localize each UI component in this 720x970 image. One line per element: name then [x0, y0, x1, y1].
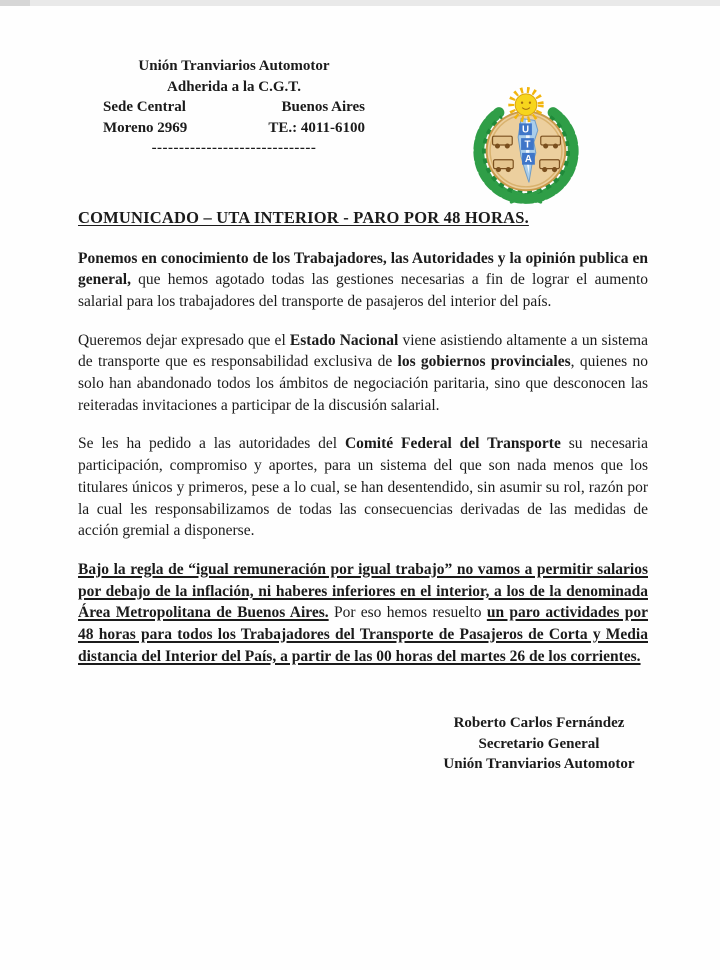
signer-org: Unión Tranviarios Automotor	[443, 756, 635, 773]
text-run: viene asistiendo altamente a un sistema de transporte que es responsabilidad exclusiva de	[78, 331, 648, 371]
uta-logo	[462, 86, 590, 206]
logo-letter-u: U	[521, 124, 530, 136]
signer-role: Secretario General	[478, 735, 600, 752]
document-title: COMUNICADO – UTA INTERIOR - PARO POR 48 HORAS.	[78, 207, 529, 227]
text-run: Se les ha pedido a las autoridades del	[78, 435, 345, 453]
org-name: Unión Tranviarios Automotor	[138, 58, 330, 74]
phone-label: TE.: 4011-6100	[268, 119, 365, 136]
paragraph-1	[78, 248, 648, 313]
text-run: su necesaria participación, compromiso y aportes, para un sistema del que son nada menos que los titulares únicos y primeros, pese a lo cual, se han desentendido, sin asumir su rol, razón por la cual les responsabilizamos de todas las consecuencias derivadas de las medidas de acción gremial a disponerse.	[78, 435, 648, 540]
text-run: Ponemos en conocimiento de los Trabajadores, las Autoridades y la opinión publica en general,	[78, 249, 648, 289]
office-label: Sede Central	[103, 99, 186, 115]
divider-dashes: ------------------------------	[151, 140, 317, 156]
city-label: Buenos Aires	[281, 99, 365, 115]
text-run: Comité Federal del Transporte	[344, 435, 561, 453]
paragraph-3	[78, 433, 648, 542]
letterhead-text	[103, 56, 365, 159]
text-run: que hemos agotado todas las gestiones necesarias a fin de lograr el aumento salarial para los trabajadores del transporte de pasajeros del interior del país.	[78, 271, 648, 310]
text-run: Estado Nacional	[289, 331, 399, 349]
text-run: Queremos dejar expresado que el	[78, 331, 290, 349]
document-body	[78, 248, 648, 668]
text-run: un paro actividades por 48 horas para todos los Trabajadores del Transporte de Pasajeros de Corta y Media distancia del Interior del País, a partir de las 00 horas del martes 26 de los corrientes.	[78, 604, 648, 665]
text-run: , quienes no solo han abandonado todos los ámbitos de negociación paritaria, sino que desconocen las reiteradas invitaciones a participar de la discusión salarial.	[78, 353, 648, 414]
address-label: Moreno 2969	[103, 119, 188, 136]
logo-letter-t: T	[524, 139, 531, 151]
text-run: Bajo la regla de “igual remuneración por igual trabajo” no vamos a permitir salarios por debajo de la inflación, ni haberes inferiores en el interior, a los de la denominada Área Metropolitana de Buenos Aires.	[78, 560, 648, 622]
signer-name: Roberto Carlos Fernández	[453, 715, 625, 732]
letterhead	[78, 56, 648, 166]
paragraph-2	[78, 330, 648, 417]
paragraph-4	[78, 559, 648, 668]
text-run: Por eso hemos resuelto	[328, 604, 487, 622]
signature-block	[430, 713, 648, 775]
text-run: los gobiernos provinciales	[397, 353, 571, 371]
logo-letter-a: A	[524, 154, 533, 166]
org-affiliation: Adherida a la C.G.T.	[167, 78, 301, 95]
